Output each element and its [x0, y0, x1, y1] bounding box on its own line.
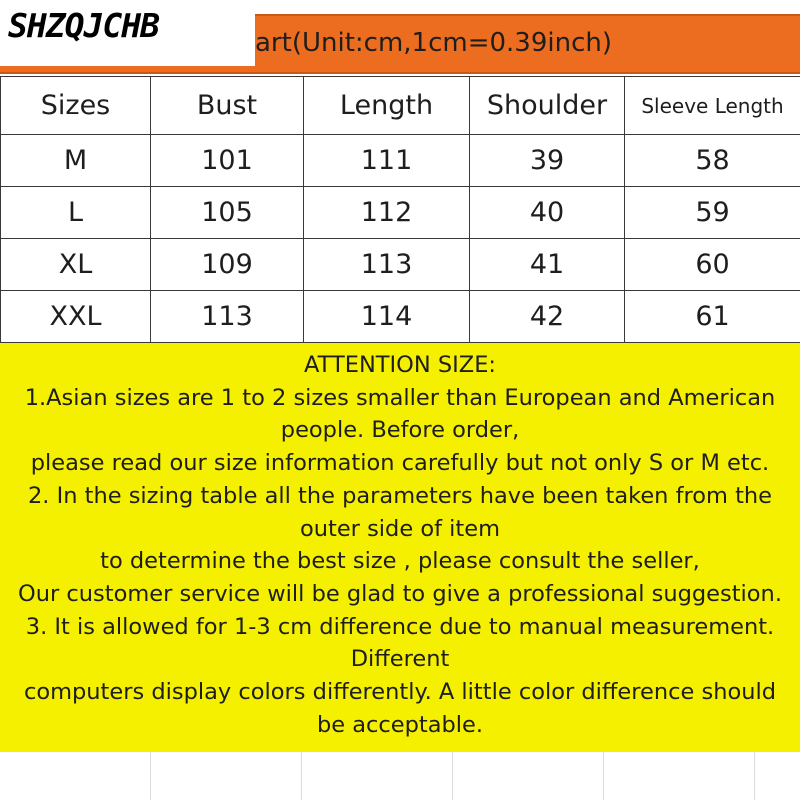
table-cell: 109	[151, 239, 304, 291]
attention-line: to determine the best size , please consult the seller,	[100, 548, 700, 575]
table-cell: 113	[304, 239, 470, 291]
attention-line: be acceptable.	[316, 711, 484, 738]
table-row	[1, 135, 800, 187]
table-cell: XXL	[1, 291, 151, 343]
table-cell: XL	[1, 239, 151, 291]
attention-line: 2. In the sizing table all the parameters have been taken from the	[27, 482, 773, 509]
attention-line: Our customer service will be glad to give a professional suggestion.	[18, 580, 782, 607]
table-cell: 114	[304, 291, 470, 343]
brand-name: SHZQJCHB	[8, 6, 159, 45]
attention-line: people. Before order,	[280, 417, 520, 444]
column-header: Shoulder	[470, 77, 625, 135]
table-cell: 112	[304, 187, 470, 239]
table-cell: 58	[625, 135, 800, 187]
table-row	[1, 187, 800, 239]
table-row	[1, 239, 800, 291]
table-cell: 113	[151, 291, 304, 343]
table-cell: 111	[304, 135, 470, 187]
table-cell: 41	[470, 239, 625, 291]
attention-notice	[0, 342, 800, 752]
attention-line: computers display colors differently. A little color difference should	[23, 679, 777, 706]
table-header-row	[1, 77, 800, 135]
column-header: Sizes	[1, 77, 151, 135]
attention-line: Different	[350, 646, 450, 673]
attention-heading: ATTENTION SIZE:	[304, 352, 496, 378]
table-cell: 42	[470, 291, 625, 343]
attention-line: outer side of item	[299, 515, 501, 542]
column-header: Length	[304, 77, 470, 135]
table-cell: 105	[151, 187, 304, 239]
table-cell: 101	[151, 135, 304, 187]
attention-line: please read our size information carefully but not only S or M etc.	[30, 450, 770, 477]
attention-line: 3. It is allowed for 1-3 cm difference due to manual measurement.	[25, 613, 775, 640]
table-cell: 61	[625, 291, 800, 343]
table-cell: 39	[470, 135, 625, 187]
background-grid	[0, 752, 800, 800]
column-header: Bust	[151, 77, 304, 135]
size-chart-table	[0, 76, 800, 343]
brand-logo	[0, 0, 255, 66]
table-cell: 59	[625, 187, 800, 239]
table-row	[1, 291, 800, 343]
column-header: Sleeve Length	[625, 77, 800, 135]
table-cell: 40	[470, 187, 625, 239]
table-cell: M	[1, 135, 151, 187]
table-cell: L	[1, 187, 151, 239]
table-cell: 60	[625, 239, 800, 291]
header-title: art(Unit:cm,1cm=0.39inch)	[255, 28, 612, 58]
attention-line: 1.Asian sizes are 1 to 2 sizes smaller than European and American	[24, 384, 776, 411]
